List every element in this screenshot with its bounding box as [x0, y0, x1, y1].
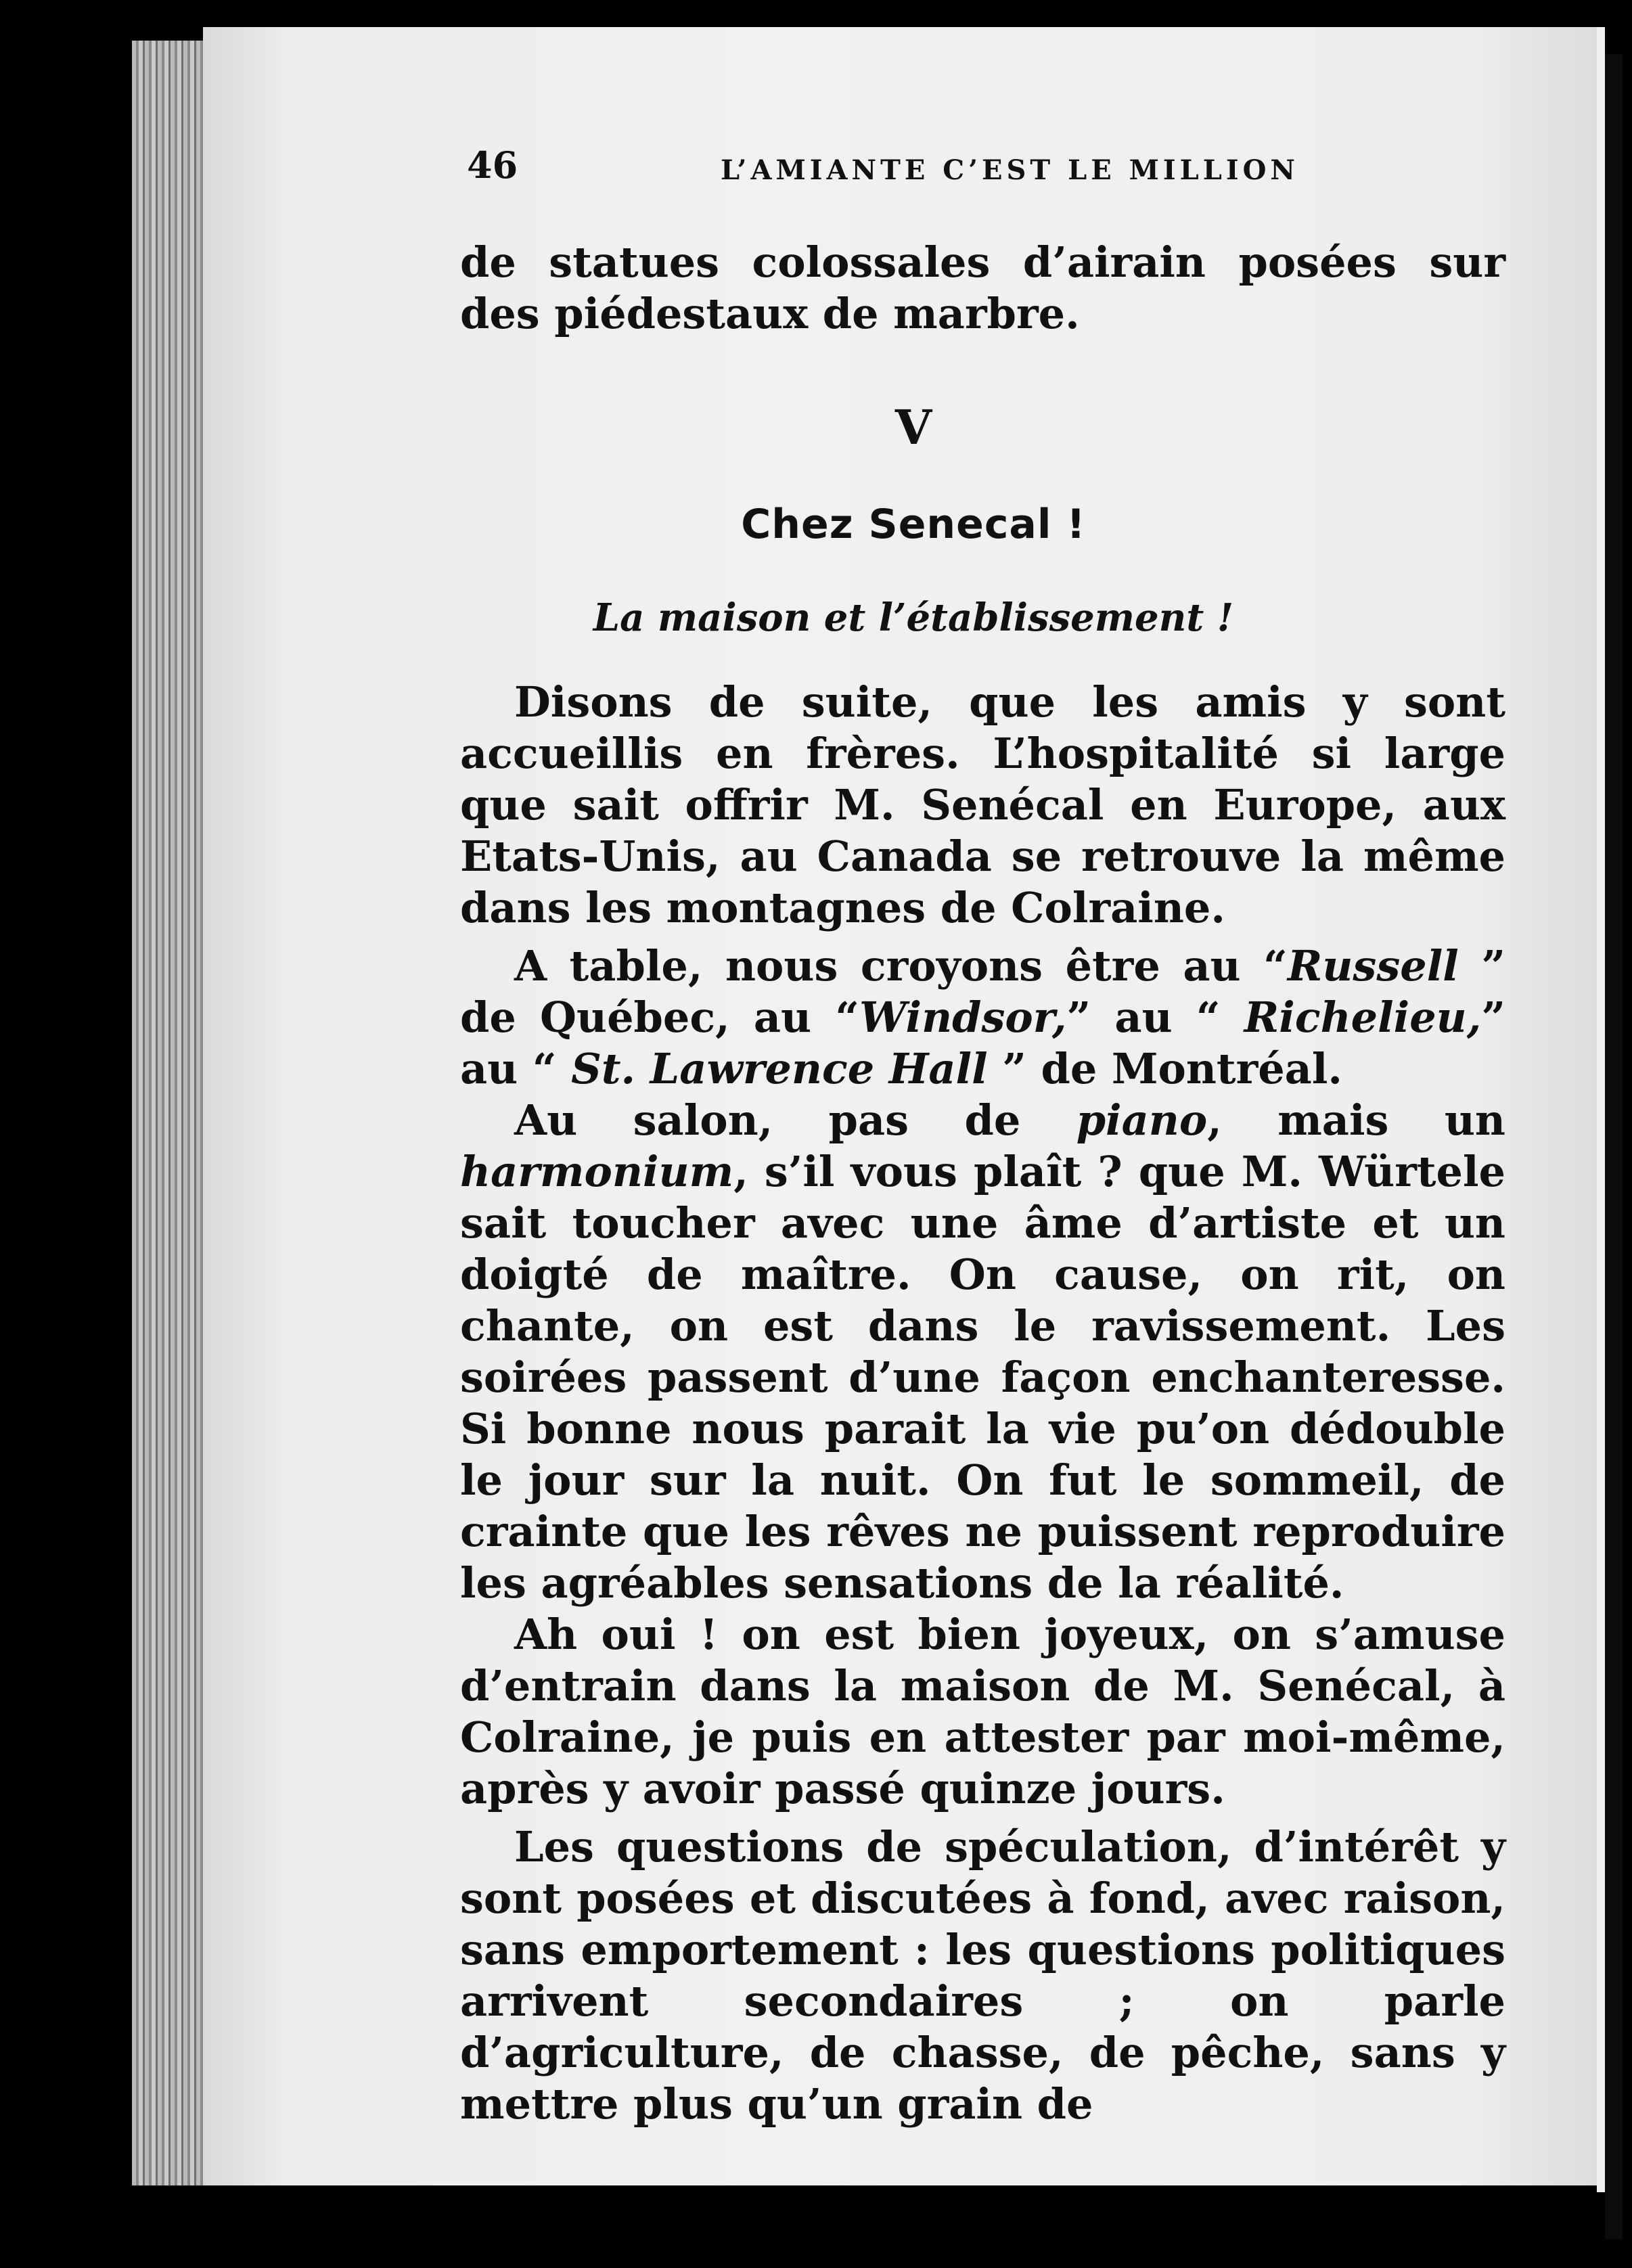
intro-text-block: [460, 237, 1505, 340]
page-right-margin: [1597, 27, 1605, 2192]
paragraph-1: Disons de suite, que les amis y sont accueillis en frères. L’hospitalité si large que sait offrir M. Senécal en Europe, aux Etats-Unis, au Canada se retrouve la même dans les montagnes de Colraine.: [460, 677, 1505, 932]
running-title: L’AMIANTE C’EST LE MILLION: [721, 154, 1299, 186]
body-text: [460, 677, 1505, 2130]
paragraph-2-text-c: ” au “: [1066, 993, 1244, 1042]
chapter-numeral: V: [894, 399, 932, 455]
hotel-st-lawrence-hall: St. Lawrence Hall: [571, 1044, 988, 1093]
paragraph-2-text-b: ” de Québec, au “: [460, 941, 1506, 1042]
intro-paragraph: de statues colossales d’airain posées sur des piédestaux de marbre.: [460, 237, 1505, 338]
paragraph-3-text-c: , s’il vous plaît ? que M. Würtele sait toucher avec une âme d’artiste et un doigté de maître. On cause, on rit, on chante, on est dans le ravissement. Les soirées passent d’une façon enchanteresse. Si bonne nous parait la vie pu’on dédouble le jour sur la nuit. On fut le sommeil, de crainte que les rêves ne puissent reproduire les agréables sensations de la réalité.: [460, 1147, 1505, 1608]
hotel-russell: Russell: [1287, 941, 1459, 991]
hotel-windsor: Windsor,: [859, 993, 1067, 1042]
paragraph-4: Ah oui ! on est bien joyeux, on s’amuse d’entrain dans la maison de M. Senécal, à Colraine, je puis en attester par moi-même, après y avoir passé quinze jours.: [460, 1610, 1505, 1813]
black-border-rule: [1605, 54, 1623, 2240]
paragraph-3-text-a: Au salon, pas de: [514, 1095, 1076, 1145]
page-number: 46: [467, 143, 518, 187]
paragraph-5: Les questions de spéculation, d’intérêt y sont posées et discutées à fond, avec raison, sans emportement : les questions politiques arrivent secondaires ; on parle d’agriculture, de chasse, de pêche, sans y mettre plus qu’un grain de: [460, 1822, 1505, 2129]
word-piano: piano: [1076, 1095, 1208, 1145]
paragraph-3: [460, 1095, 1505, 1609]
paragraph-3-text-b: , mais un: [1207, 1095, 1505, 1145]
chapter-subtitle: La maison et l’établissement !: [593, 595, 1234, 640]
paragraph-2: [460, 940, 1505, 1095]
paragraph-2-text-d: ” au “: [460, 993, 1505, 1093]
chapter-title: Chez Senecal !: [741, 501, 1086, 548]
paragraph-2-text-e: ” de Montréal.: [987, 1044, 1342, 1093]
word-harmonium: harmonium: [460, 1147, 734, 1196]
paragraph-2-text-a: A table, nous croyons être au “: [514, 941, 1288, 991]
hotel-richelieu: Richelieu,: [1244, 993, 1482, 1042]
